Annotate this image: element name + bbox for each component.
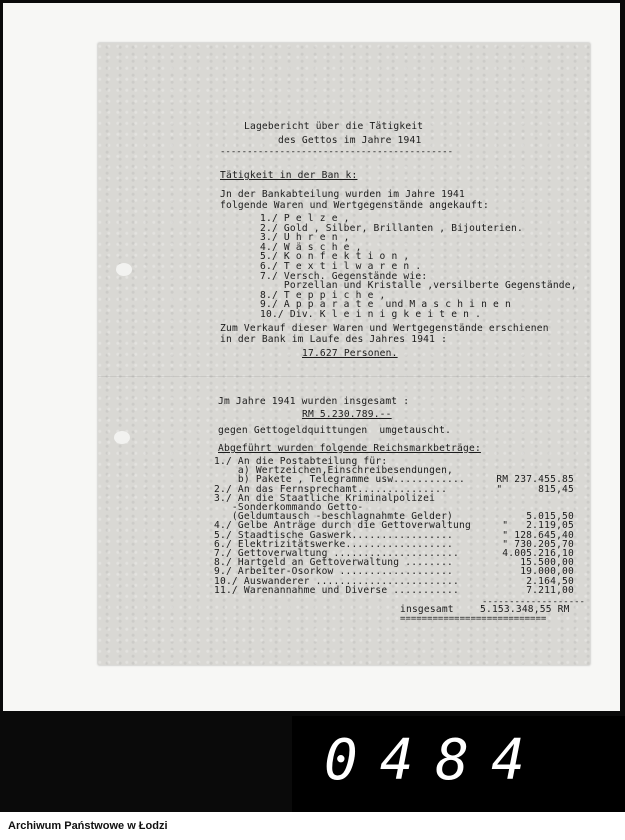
document-title: Lagebericht über die Tätigkeit [244, 121, 424, 132]
transfer-label: 9./ Arbeiter-Osorkow ................... [214, 566, 454, 578]
transfer-amount: RM 237.455.85 [496, 474, 574, 486]
title-rule: ------------------------------------------- [220, 147, 453, 157]
transfer-label: 3./ An die Staatliche Kriminalpolizei [214, 492, 436, 504]
transfer-label: 11./ Warenannahme und Diverse ........... [214, 584, 460, 596]
transfer-label: a) Wertzeichen,Einschreibesendungen, [214, 465, 454, 477]
exchange-amount: RM 5.230.789.-- [302, 409, 392, 420]
transfer-label: 2./ An das Fernsprechamt............... [214, 483, 448, 495]
total-amount: 5.153.348,55 RM [480, 604, 570, 615]
goods-item: 8./ T e p p i c h e , [260, 289, 386, 301]
transfer-label: 4./ Gelbe Anträge durch die Gettoverwaltung [214, 520, 471, 532]
transfer-amount: " 815,45 [496, 483, 574, 495]
persons-count: 17.627 Personen. [302, 348, 398, 359]
reel-number-box [292, 716, 625, 812]
page-fold [98, 376, 590, 377]
transfer-amount: 15.500,00 [520, 557, 574, 569]
transfer-label: 1./ An die Postabteilung für: [214, 456, 388, 467]
transfer-amount: 7.211,00 [526, 584, 574, 596]
goods-item: 2./ Gold , Silber, Brillanten , Bijouterien. [260, 222, 523, 234]
transfer-label: -Sonderkommando Getto- [214, 502, 364, 513]
transfer-label: 5./ Staadtische Gaswerk................. [214, 529, 454, 541]
sale-line: Zum Verkauf dieser Waren und Wertgegenstände erschienen [220, 323, 549, 334]
transfer-label: 6./ Elektrizitätswerke.................. [214, 538, 454, 550]
goods-item: 1./ P e l z e , [260, 213, 350, 224]
transfer-row [214, 585, 574, 595]
goods-item: 6./ T e x t i l w a r e n . [260, 261, 422, 272]
transfer-amount: " 128.645,40 [502, 529, 574, 541]
transfer-amount: 5.015,50 [526, 511, 574, 523]
goods-item: 10./ Div. K l e i n i g k e i t e n . [260, 309, 482, 320]
transfer-amount: 2.164,50 [526, 575, 574, 587]
goods-item: 5./ K o n f e k t i o n , [260, 251, 410, 263]
section-heading: Tätigkeit in der Ban k: [220, 170, 358, 181]
punch-hole [116, 263, 132, 276]
photo-area [3, 3, 620, 711]
goods-item: 9./ A p p a r a t e und M a s c h i n e n [260, 299, 511, 311]
document-page [98, 43, 590, 665]
intro-line: folgende Waren und Wertgegenstände angekauft: [220, 200, 489, 211]
transfer-label: 10./ Auswanderer ........................ [214, 575, 460, 587]
section-heading: Abgeführt wurden folgende Reichsmarkbeträge: [218, 443, 481, 454]
transfer-label: 7./ Gettoverwaltung ..................... [214, 548, 460, 559]
goods-item: 3./ U h r e n , [260, 232, 350, 244]
transfer-amount: " 730.205,70 [502, 538, 574, 550]
reel-number: 0484 [324, 728, 547, 793]
total-double-rule: =========================== [400, 614, 547, 624]
exchange-line: gegen Gettogeldquittungen umgetauscht. [218, 425, 452, 436]
goods-item: 7./ Versch. Gegenstände wie: [260, 270, 428, 282]
goods-item: Porzellan und Kristalle ,versilberte Gegenstände, [260, 280, 577, 292]
archive-footer [0, 812, 625, 840]
sum-rule: ------------------- [482, 597, 585, 607]
transfer-label: 8./ Hartgeld an Gettoverwaltung ........ [214, 557, 454, 569]
transfer-amount: 4.005.216,10 [502, 548, 574, 559]
transfer-amount: 19.000,00 [520, 566, 574, 578]
sale-line: in der Bank im Laufe des Jahres 1941 : [220, 334, 448, 345]
document-title-line2: des Gettos im Jahre 1941 [278, 135, 422, 146]
transfer-amount: " 2.119,05 [502, 520, 574, 532]
transfer-label: (Geldumtausch -beschlagnahmte Gelder) [214, 511, 454, 523]
exchange-line: Jm Jahre 1941 wurden insgesamt : [218, 396, 410, 407]
intro-line: Jn der Bankabteilung wurden im Jahre 1941 [220, 189, 466, 200]
transfer-label: b) Pakete , Telegramme usw............ [214, 474, 465, 486]
punch-hole [114, 431, 130, 444]
archive-name: Archiwum Państwowe w Łodzi [8, 820, 168, 832]
goods-item: 4./ W ä s c h e , [260, 241, 362, 253]
total-label: insgesamt [400, 604, 454, 615]
